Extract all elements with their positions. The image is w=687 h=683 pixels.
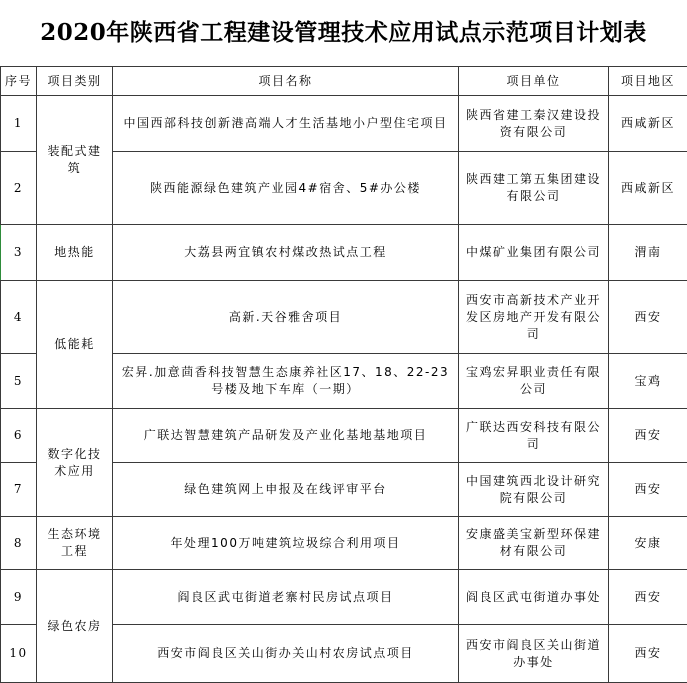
category-cell: 绿色农房: [37, 570, 113, 683]
row-seq: 2: [1, 152, 37, 225]
project-name: 阎良区武屯街道老寨村民房试点项目: [113, 570, 459, 625]
row-seq: 10: [1, 625, 37, 683]
project-unit: 陕西建工第五集团建设有限公司: [459, 152, 609, 225]
project-name: 大荔县两宜镇农村煤改热试点工程: [113, 225, 459, 281]
row-seq: 5: [1, 354, 37, 409]
project-region: 西安: [609, 463, 687, 517]
header-seq: 序号: [1, 67, 37, 96]
table-row: [1, 570, 687, 625]
project-name: 宏昇.加意茴香科技智慧生态康养社区17、18、22-23号楼及地下车库（一期）: [113, 354, 459, 409]
header-region: 项目地区: [609, 67, 687, 96]
header-unit: 项目单位: [459, 67, 609, 96]
category-cell: 生态环境工程: [37, 517, 113, 570]
project-unit: 西安市高新技术产业开发区房地产开发有限公司: [459, 281, 609, 354]
project-unit: 西安市阎良区关山街道办事处: [459, 625, 609, 683]
project-region: 西安: [609, 281, 687, 354]
header-name: 项目名称: [113, 67, 459, 96]
table-row: [1, 96, 687, 152]
header-row: [1, 67, 687, 96]
row-seq: 1: [1, 96, 37, 152]
project-name: 年处理100万吨建筑垃圾综合利用项目: [113, 517, 459, 570]
table-row: [1, 281, 687, 354]
row-seq: 9: [1, 570, 37, 625]
project-unit: 中煤矿业集团有限公司: [459, 225, 609, 281]
category-cell: 地热能: [37, 225, 113, 281]
table-row: [1, 225, 687, 281]
row-seq: 8: [1, 517, 37, 570]
project-region: 西安: [609, 570, 687, 625]
project-name: 高新.天谷雅舍项目: [113, 281, 459, 354]
project-region: 西安: [609, 409, 687, 463]
project-region: 宝鸡: [609, 354, 687, 409]
row-seq: 7: [1, 463, 37, 517]
project-name: 绿色建筑网上申报及在线评审平台: [113, 463, 459, 517]
project-unit: 安康盛美宝新型环保建材有限公司: [459, 517, 609, 570]
row-seq: 6: [1, 409, 37, 463]
project-table: [0, 66, 687, 683]
header-category: 项目类别: [37, 67, 113, 96]
project-region: 安康: [609, 517, 687, 570]
table-row: [1, 409, 687, 463]
project-region: 西咸新区: [609, 152, 687, 225]
table-row: [1, 517, 687, 570]
project-name: 广联达智慧建筑产品研发及产业化基地基地项目: [113, 409, 459, 463]
category-cell: 数字化技术应用: [37, 409, 113, 517]
project-region: 渭南: [609, 225, 687, 281]
project-unit: 中国建筑西北设计研究院有限公司: [459, 463, 609, 517]
project-unit: 阎良区武屯街道办事处: [459, 570, 609, 625]
project-unit: 广联达西安科技有限公司: [459, 409, 609, 463]
project-name: 中国西部科技创新港高端人才生活基地小户型住宅项目: [113, 96, 459, 152]
category-cell: 低能耗: [37, 281, 113, 409]
project-unit: 宝鸡宏昇职业责任有限公司: [459, 354, 609, 409]
table-title: 2020年陕西省工程建设管理技术应用试点示范项目计划表: [0, 0, 687, 66]
project-name: 陕西能源绿色建筑产业园4#宿舍、5#办公楼: [113, 152, 459, 225]
project-region: 西咸新区: [609, 96, 687, 152]
project-name: 西安市阎良区关山街办关山村农房试点项目: [113, 625, 459, 683]
row-seq: 4: [1, 281, 37, 354]
project-unit: 陕西省建工秦汉建设投资有限公司: [459, 96, 609, 152]
row-seq: 3: [1, 225, 37, 281]
category-cell: 装配式建筑: [37, 96, 113, 225]
project-region: 西安: [609, 625, 687, 683]
